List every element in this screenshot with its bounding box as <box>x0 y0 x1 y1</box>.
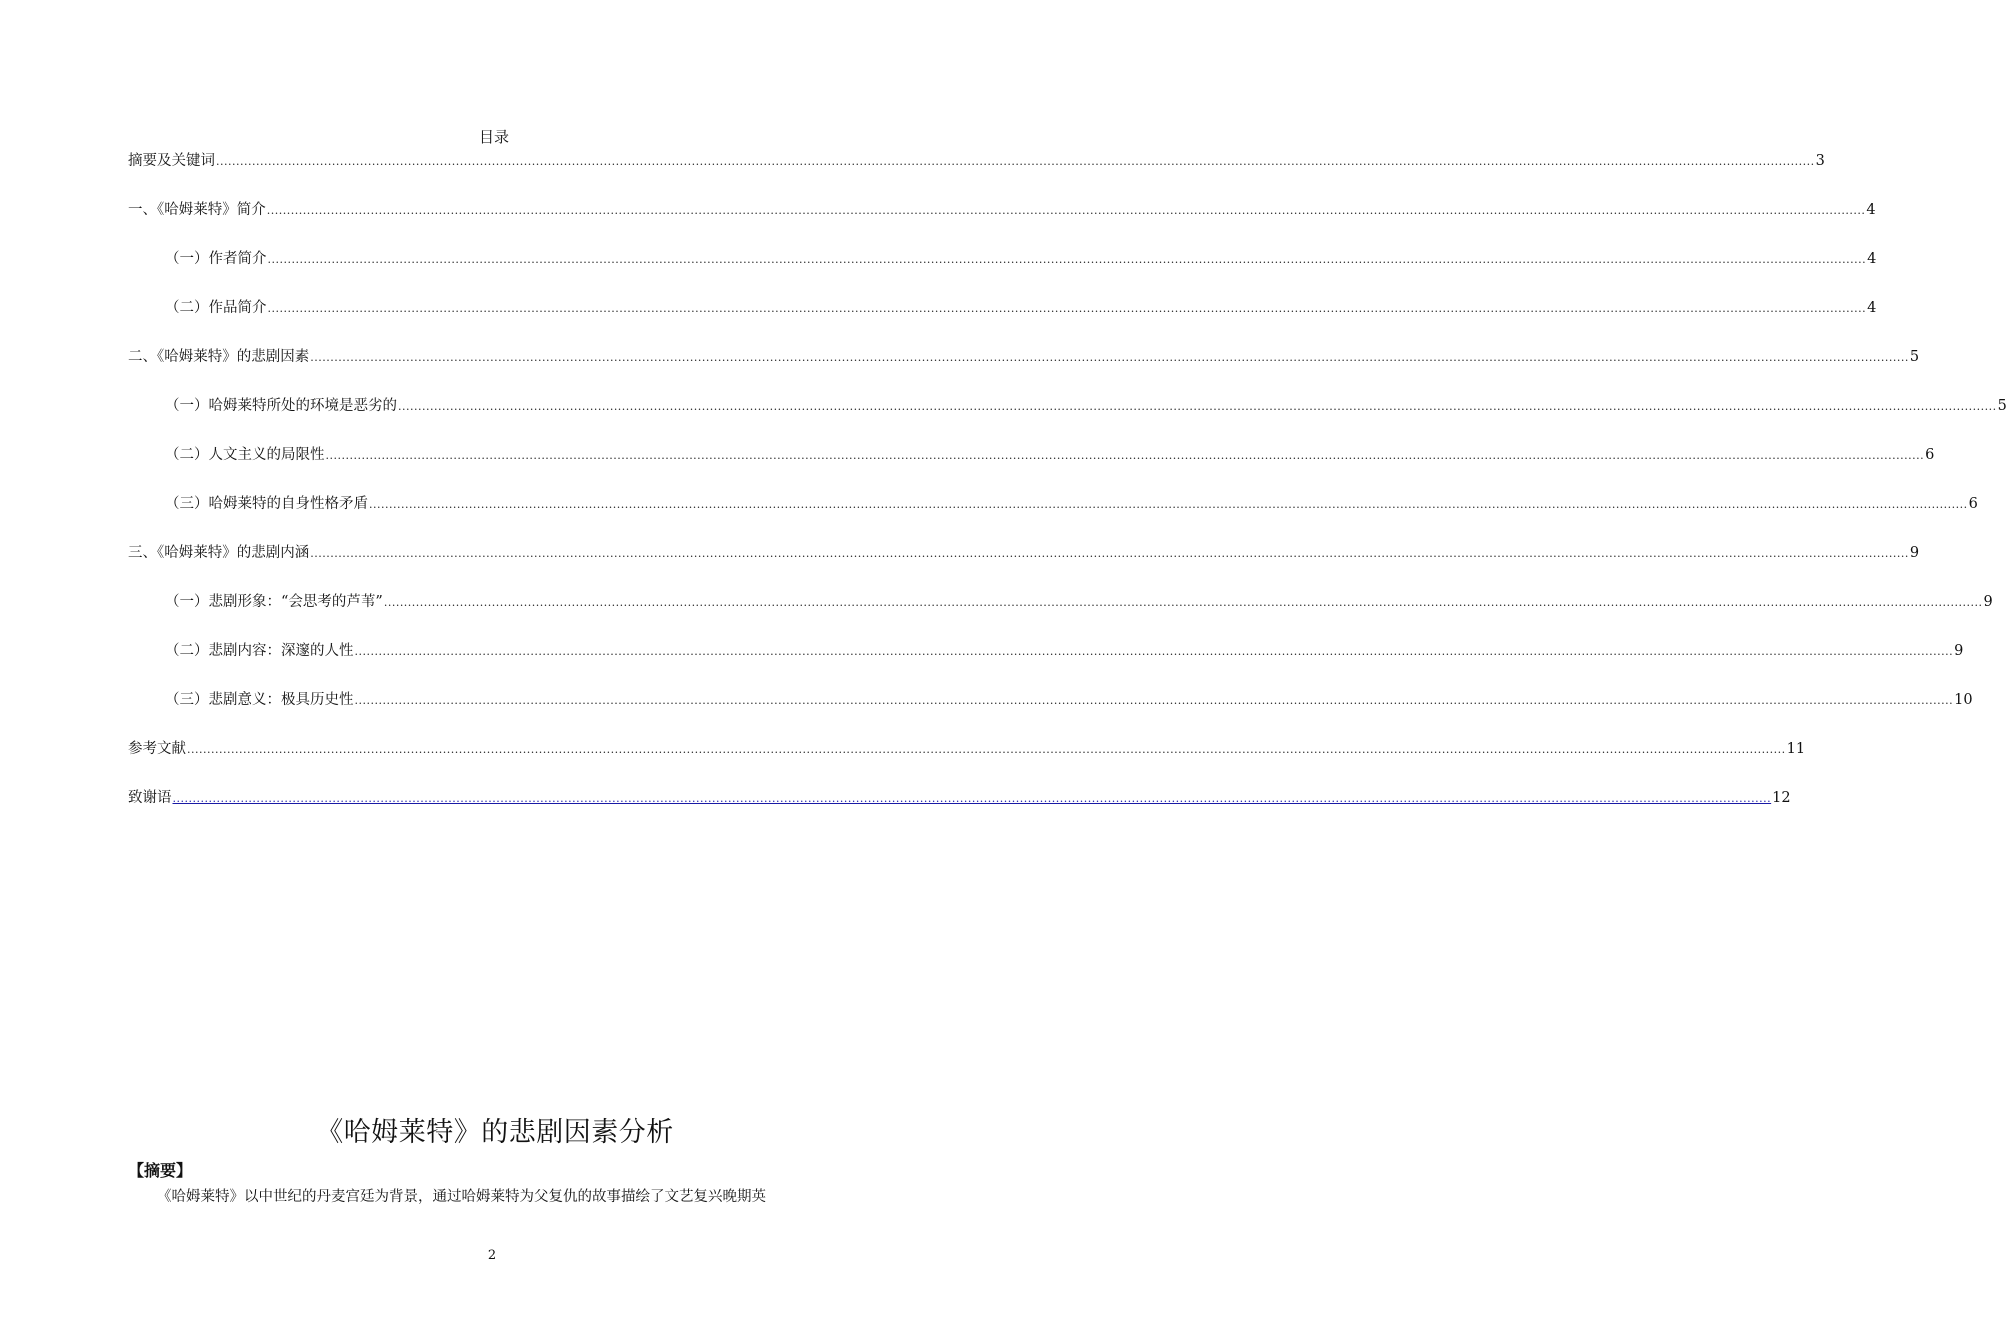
toc-entry[interactable] <box>128 347 1920 367</box>
toc-entry-text: （一）悲剧形象：“会思考的芦苇” <box>165 594 383 610</box>
toc-entry-text: （二）作品简介 <box>165 300 267 316</box>
abstract-text: 《哈姆莱特》以中世纪的丹麦宫廷为背景，通过哈姆莱特为父复仇的故事描绘了文艺复兴晚期英 <box>157 1189 766 1205</box>
toc-entry-text: （一）作者简介 <box>165 251 267 267</box>
toc-page-number: 6 <box>1968 496 1978 512</box>
toc-page-number: 5 <box>1997 398 2007 414</box>
toc-leader-dots[interactable]: ................................................................................................................................................................................................................................................................................................................................................................................................................ <box>172 792 1772 805</box>
toc-page-number: 3 <box>1815 153 1825 169</box>
toc-page-number: 11 <box>1786 741 1806 757</box>
document-title: 《哈姆莱特》的悲剧因素分析 <box>316 1117 674 1148</box>
toc-leader-dots: ................................................................................................................................................................................................................................................................................................................................................................................................................ <box>187 743 1786 756</box>
toc-entry-text: 摘要及关键词 <box>128 153 215 169</box>
toc-leader-dots: ................................................................................................................................................................................................................................................................................................................................................................................................................ <box>325 449 1925 462</box>
toc-page-number: 10 <box>1954 692 1973 708</box>
toc-leader-dots: ................................................................................................................................................................................................................................................................................................................................................................................................................ <box>216 155 1815 168</box>
toc-page-number: 4 <box>1867 251 1877 267</box>
toc-entry[interactable] <box>165 592 1993 612</box>
toc-page-number: 9 <box>1954 643 1964 659</box>
toc-entry-text: （三）悲剧意义：极具历史性 <box>165 692 354 708</box>
toc-page-number: 9 <box>1983 594 1993 610</box>
toc-leader-dots: ................................................................................................................................................................................................................................................................................................................................................................................................................ <box>383 596 1983 609</box>
toc-leader-dots: ................................................................................................................................................................................................................................................................................................................................................................................................................ <box>354 694 1954 707</box>
toc-page-number: 4 <box>1867 300 1877 316</box>
toc-entry[interactable] <box>128 739 1806 759</box>
toc-entry[interactable] <box>165 298 1877 318</box>
toc-entry[interactable] <box>165 494 1978 514</box>
toc-entry-link[interactable] <box>128 788 1791 808</box>
toc-leader-dots: ................................................................................................................................................................................................................................................................................................................................................................................................................ <box>310 351 1909 364</box>
toc-entry-text: （二）人文主义的局限性 <box>165 447 325 463</box>
toc-leader-dots: ................................................................................................................................................................................................................................................................................................................................................................................................................ <box>266 204 1866 217</box>
page-number: 2 <box>487 1248 497 1263</box>
toc-page-number: 9 <box>1909 545 1920 561</box>
toc-page-number[interactable]: 12 <box>1772 790 1791 806</box>
abstract-label: 【摘要】 <box>128 1161 193 1180</box>
toc-leader-dots: ................................................................................................................................................................................................................................................................................................................................................................................................................ <box>267 253 1867 266</box>
toc-page-number: 4 <box>1866 202 1876 218</box>
toc-leader-dots: ................................................................................................................................................................................................................................................................................................................................................................................................................ <box>267 302 1867 315</box>
toc-entry-text: 一、《哈姆莱特》简介 <box>128 202 266 218</box>
toc-leader-dots: ................................................................................................................................................................................................................................................................................................................................................................................................................ <box>310 547 1909 560</box>
toc-entry[interactable] <box>128 151 1825 171</box>
toc-entry[interactable] <box>165 641 1964 661</box>
toc-entry[interactable] <box>128 543 1920 563</box>
toc-title: 目录 <box>478 128 509 146</box>
toc-leader-dots: ................................................................................................................................................................................................................................................................................................................................................................................................................ <box>398 400 1997 413</box>
toc-entry-text: 参考文献 <box>128 741 186 757</box>
toc-page-number: 5 <box>1909 349 1920 365</box>
toc-entry-text: （三）哈姆莱特的自身性格矛盾 <box>165 496 368 512</box>
toc-entry[interactable] <box>165 445 1935 465</box>
toc-entry[interactable] <box>165 249 1877 269</box>
toc-entry-text: （一）哈姆莱特所处的环境是恶劣的 <box>165 398 397 414</box>
toc-entry-text: （二）悲剧内容：深邃的人性 <box>165 643 354 659</box>
toc-leader-dots: ................................................................................................................................................................................................................................................................................................................................................................................................................ <box>354 645 1954 658</box>
toc-page-number: 6 <box>1925 447 1935 463</box>
toc-leader-dots: ................................................................................................................................................................................................................................................................................................................................................................................................................ <box>369 498 1968 511</box>
toc-entry[interactable] <box>128 200 1876 220</box>
toc-entry[interactable] <box>165 690 1973 710</box>
toc-entry-text: 二、《哈姆莱特》的悲剧因素 <box>128 349 310 365</box>
toc-entry-text: 致谢语 <box>128 790 172 806</box>
toc-entry-text: 三、《哈姆莱特》的悲剧内涵 <box>128 545 310 561</box>
toc-entry[interactable] <box>165 396 2007 416</box>
